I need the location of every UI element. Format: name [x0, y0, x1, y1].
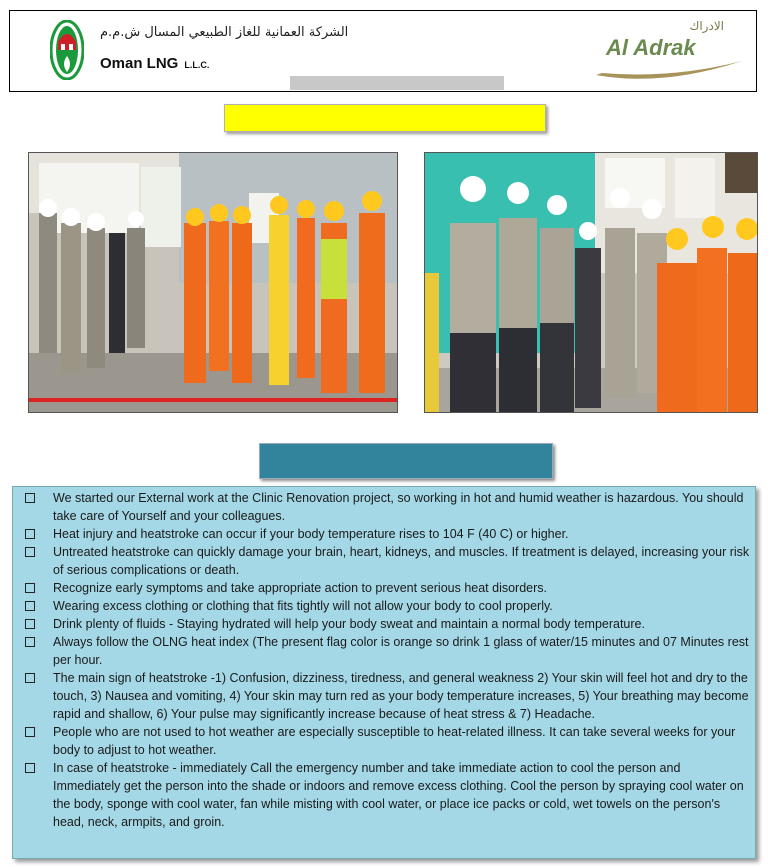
- bullet-text: Recognize early symptoms and take appropriate action to prevent serious heat disorders.: [53, 581, 548, 595]
- list-item: [23, 759, 751, 831]
- oman-lng-name: [100, 55, 209, 72]
- bullet-text: Wearing excess clothing or clothing that fits tightly will not allow your body to cool properly.: [53, 599, 553, 613]
- list-item: [23, 669, 751, 723]
- photo-workers-briefing-left: [28, 152, 398, 413]
- teal-section-bar: [259, 443, 553, 479]
- bullet-text: Drink plenty of fluids - Staying hydrated will help your body sweat and maintain a normal body temperature.: [53, 617, 645, 631]
- oman-lng-llc: L.L.C.: [184, 60, 210, 70]
- checkbox-bullet-icon: [25, 637, 35, 647]
- checkbox-bullet-icon: [25, 673, 35, 683]
- yellow-title-bar: [224, 104, 546, 132]
- list-item: [23, 597, 751, 615]
- al-adrak-name: Al Adrak: [606, 35, 696, 60]
- safety-bullet-list: [23, 489, 751, 831]
- bullet-text: In case of heatstroke - immediately Call the emergency number and take immediate action to cool the person and Immediately get the person into the shade or indoors and remove excess clothing. Cool the person by spraying cool water on the body, sponge with cool water, fan while misting with cool water, or place ice packs or cold, wet towels on the person's head, neck, armpits, and groin.: [53, 761, 744, 829]
- bullet-text: Untreated heatstroke can quickly damage your brain, heart, kidneys, and muscles. If treatment is delayed, increasing your risk of serious complications or death.: [53, 545, 750, 577]
- checkbox-bullet-icon: [25, 619, 35, 629]
- bullet-text: Heat injury and heatstroke can occur if your body temperature rises to 104 F (40 C) or higher.: [53, 527, 569, 541]
- photo-workers-briefing-right: [424, 152, 758, 413]
- checkbox-bullet-icon: [25, 547, 35, 557]
- checkbox-bullet-icon: [25, 601, 35, 611]
- list-item: [23, 579, 751, 597]
- oman-lng-logo: [50, 20, 84, 80]
- bullet-text: We started our External work at the Clinic Renovation project, so working in hot and humid weather is hazardous. You should take care of Yourself and your colleagues.: [53, 491, 744, 523]
- list-item: [23, 525, 751, 543]
- oman-lng-name-text: Oman LNG: [100, 55, 179, 72]
- checkbox-bullet-icon: [25, 727, 35, 737]
- oman-lng-arabic-name: الشركة العمانية للغاز الطبيعي المسال ش.م.م: [100, 25, 349, 40]
- list-item: [23, 489, 751, 525]
- list-item: [23, 633, 751, 669]
- list-item: [23, 543, 751, 579]
- checkbox-bullet-icon: [25, 583, 35, 593]
- checkbox-bullet-icon: [25, 529, 35, 539]
- grey-divider-bar: [290, 76, 504, 90]
- al-adrak-swoosh-icon: [592, 53, 748, 83]
- photo-workers-left-image: [29, 153, 398, 413]
- photo-workers-right-image: [425, 153, 758, 413]
- al-adrak-arabic-name: الادراك: [689, 19, 724, 33]
- checkbox-bullet-icon: [25, 493, 35, 503]
- list-item: [23, 615, 751, 633]
- bullet-text: The main sign of heatstroke -1) Confusion, dizziness, tiredness, and general weakness 2) Your skin will feel hot and dry to the touch, 3) Nausea and vomiting, 4) Your skin may turn red as your body temperature increases, 5) Your breathing may become rapid and shallow, 6) Your pulse may significantly increase because of heat stress & 7) Headache.: [53, 671, 749, 721]
- bullet-text: People who are not used to hot weather are especially susceptible to heat-related illness. It can take several weeks for your body to adjust to hot weather.: [53, 725, 736, 757]
- bullet-text: Always follow the OLNG heat index (The present flag color is orange so drink 1 glass of water/15 minutes and 07 Minutes rest per hour.: [53, 635, 749, 667]
- list-item: [23, 723, 751, 759]
- heat-safety-text-panel: [12, 486, 756, 859]
- al-adrak-logo: [592, 17, 748, 85]
- checkbox-bullet-icon: [25, 763, 35, 773]
